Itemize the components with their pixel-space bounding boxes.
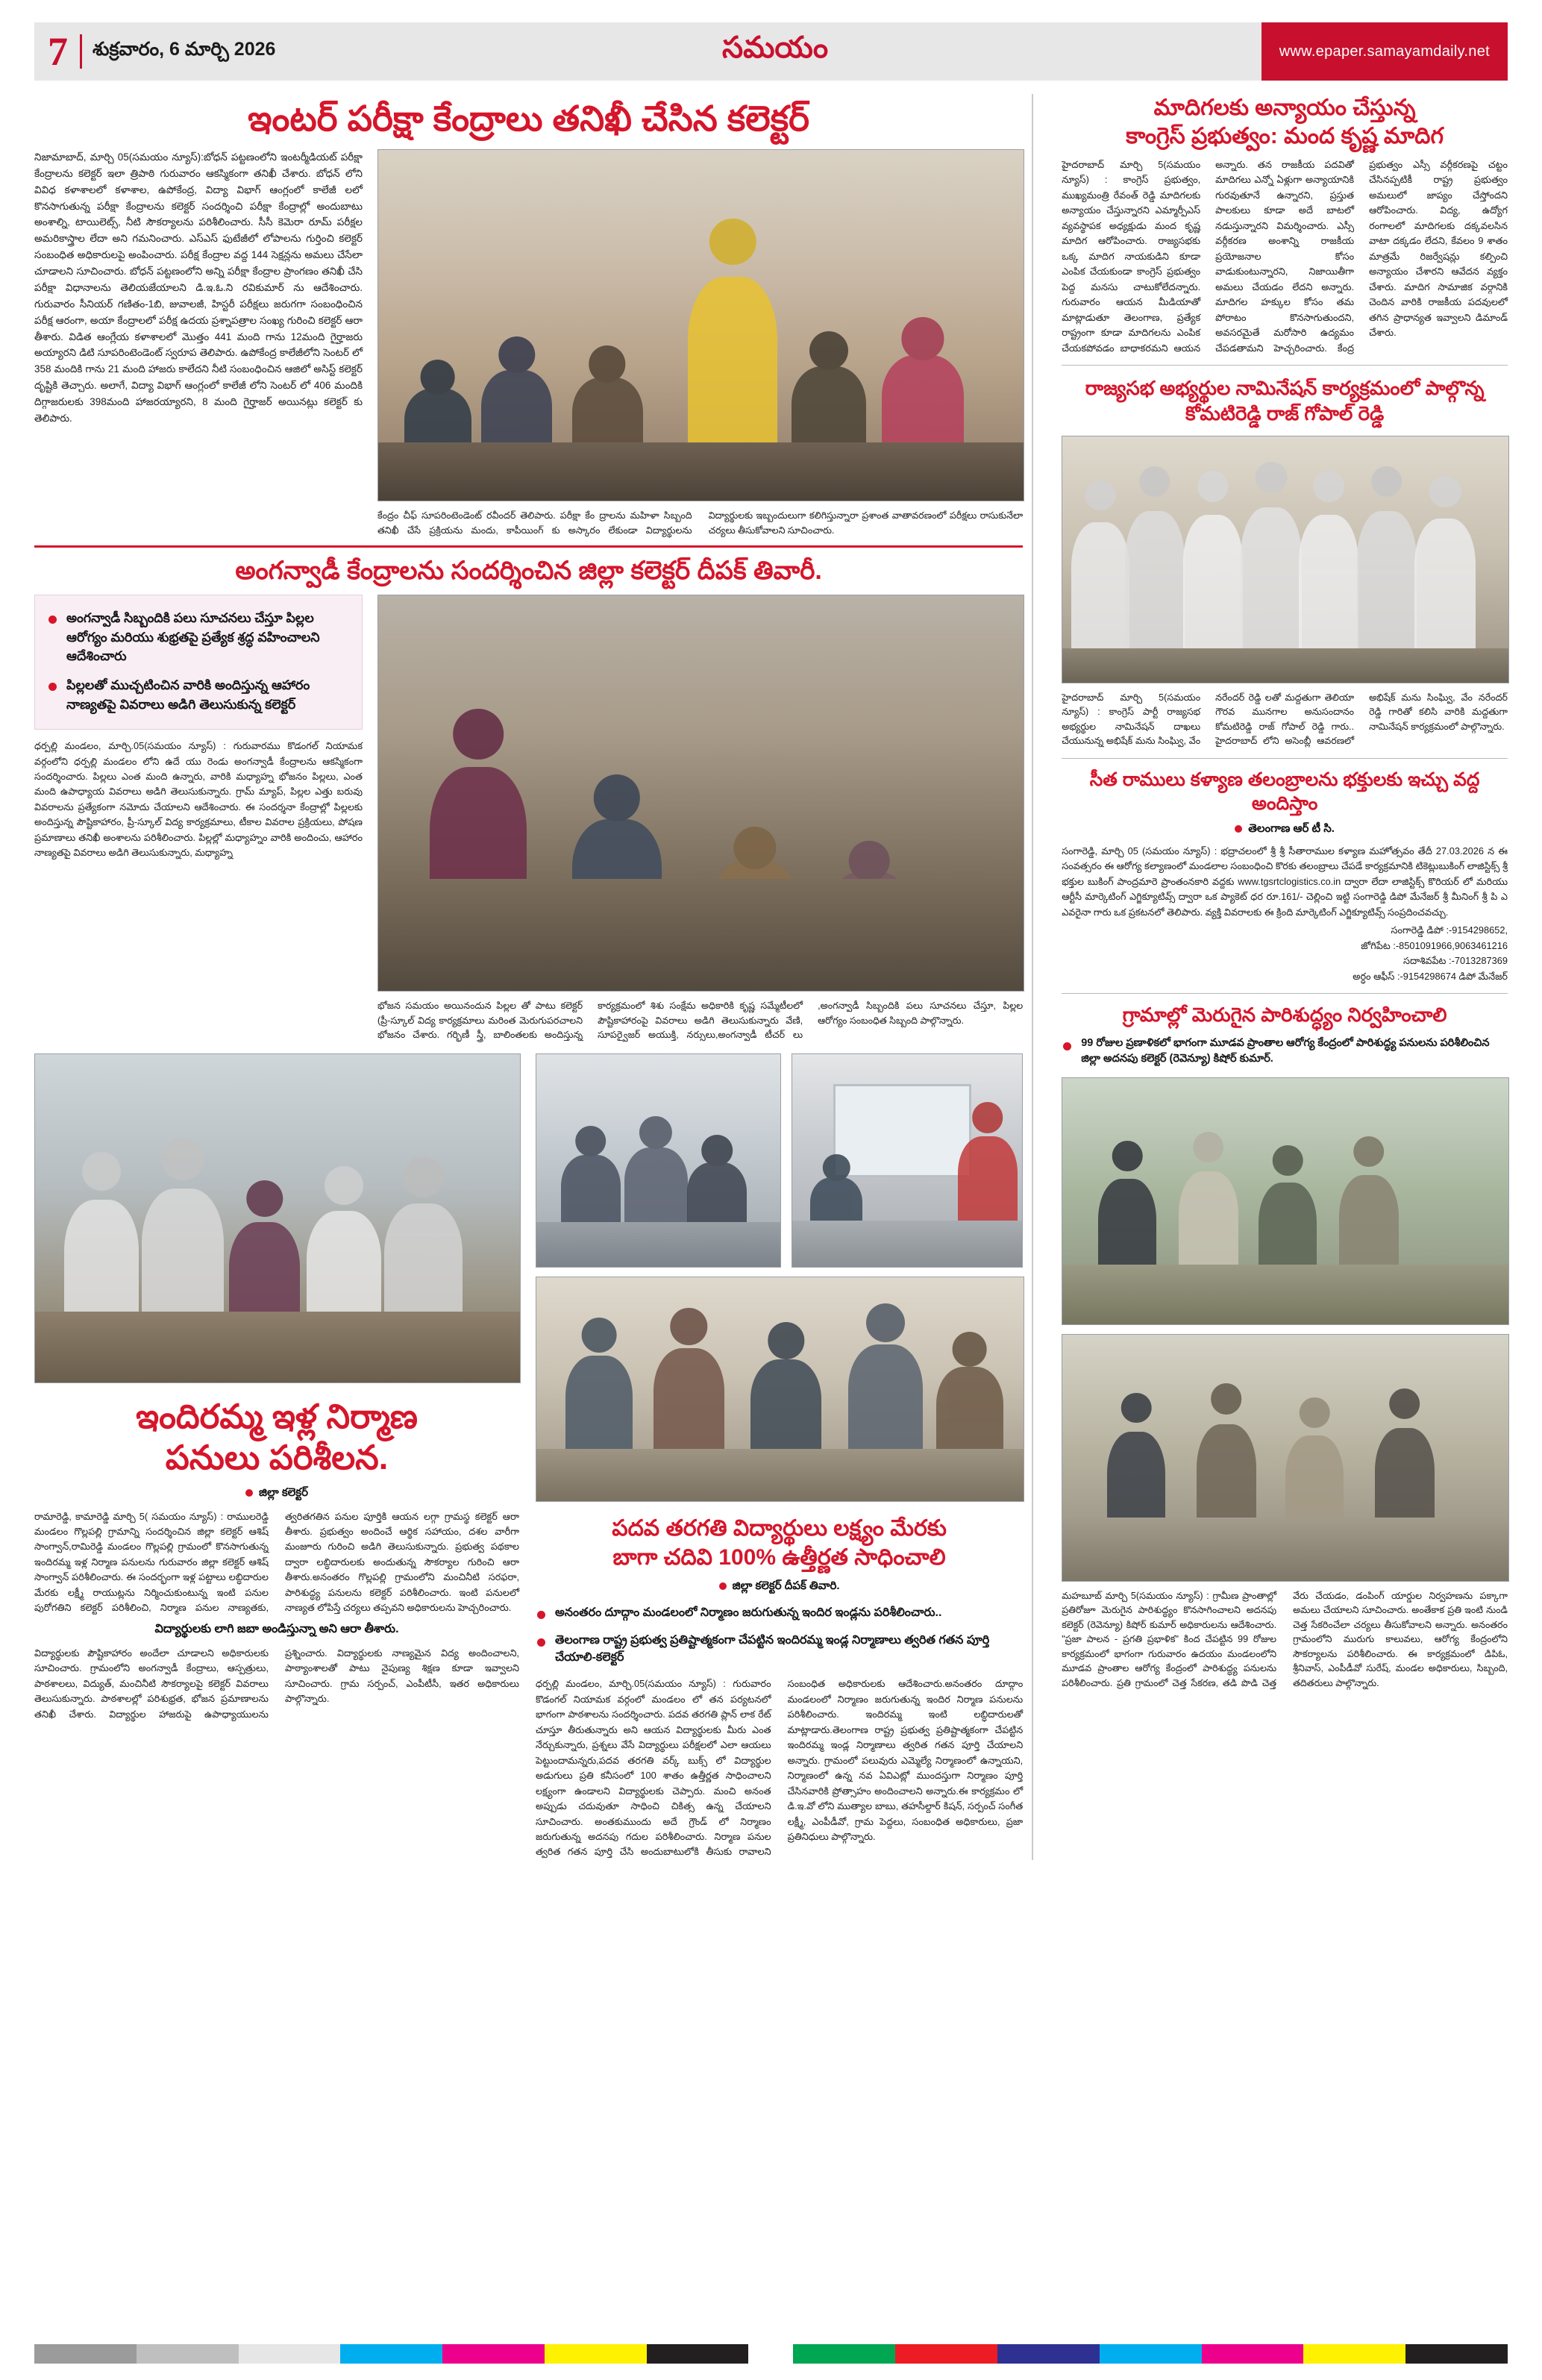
lead-photo-caption: కేంద్రం చీఫ్ సూపరింటెండెంట్ రవీందర్ తెలిపారు. పరీక్షా కేం ద్రాలను మహిళా సిబ్బంది తనిఖీ చేసే ప్రక్రియను మందు, కాపీయింగ్ కు అస్కారం లేకుండా విద్యార్థులను విద్యార్థులకు ఇబ్బందులుగా కలిగిస్తున్నారా ప్రశాంత వాతావరణంలో పరీక్షలు రాసుకునేలా చర్యలు తీసుకోవాలని సూచించారు. [377,510,1024,536]
anganwadi-body-text: ధర్పల్లి మండలం, మార్చి.05(సమయం న్యూస్) : గురువారము కొడంగల్ నియామక వర్గంలోని ధర్పల్లి మండలం లోని ఉదే యు రెండు అంగన్వాడీ కేంద్రాలను ఆకస్మికంగా సందర్శించారు. పిల్లలు ఎంత మంది ఉన్నారు, వారికి మధ్యాహ్న భోజనం పిల్లలు, ఎంత మంది ఉపాధ్యాయ వివరాలు అడిగి తెలుసుకున్నారు. గ్రామ్ మ్యాప్, పిల్లల ఎత్తు బరువు వివరాలను ప్రత్యేకంగా నమోదు చేయాలని ఆదేశించారు. ఈ సందర్శనా కేంద్రాల్లో పిల్లలకు అందిస్తున్న పౌష్టికాహారం, ప్రీ-స్కూల్ విద్య కార్యక్రమాలు, టీకాల వివరాల ప్రక్రియలు, పోషణ ప్రమాణాలు తనిఖీ అంశాలను పరిశీలించారు. పిల్లల్లో మధ్యాహ్నం వారికి అందించు, ఆహారం నాణ్యతపై వివరాలు అడిగి తెలుసుకున్నారు, మధ్యాహ్న [34,740,363,859]
color-swatch [137,2344,239,2364]
photo-sanitation-inspection [1062,1077,1509,1325]
tenth-bullets [536,1604,1023,1667]
color-bar-gap [748,2344,793,2364]
color-swatch [442,2344,545,2364]
contact-value-2: :-8501091966,9063461216 [1393,939,1508,951]
indiramma-story [34,1053,519,1860]
lead-headline: ఇంటర్ పరీక్షా కేంద్రాలు తనిఖీ చేసిన కలెక్టర్ [248,98,810,138]
photo-exam-hall [377,149,1024,501]
color-swatch [895,2344,997,2364]
anganwadi-photo-caption: భోజన సమయం అయినందున పిల్లల తో పాటు కలెక్టర్ (ప్రీ-స్కూల్ విద్య కార్యక్రమాలు మరింత మెరుగుపరచాలని భోజనం చేశారు. గర్భిణీ స్త్రీ, బాలింతలకు అందిస్తున్న కార్యక్రమంలో శిశు సంక్షేమ అధికారికి కృష్ణ సమ్మేటీలలో పౌష్టికాహారంపై వివరాలు అడిగి తెలుసుకున్నారు వేణి, సూపర్వైజర్ అయుక్తి, నర్సులు,అంగన్వాడీ టీచర్ లు ,అంగన్వాడీ సిబ్బందికి పలు సూచనలు చేస్తూ, పిల్లల ఆరోగ్యం సంబంధిత సిబ్బంది పాల్గొన్నారు. [377,1000,1024,1041]
contact-value-3: :-7013287369 [1449,955,1508,967]
photo-village-street [1062,1334,1509,1582]
masthead-left [34,22,289,81]
lead-body-text: నిజామాబాద్, మార్చి 05(సమయం న్యూస్):బోధన్ పట్టణంలోని ఇంటర్మీడియట్ పరీక్షా కేంద్రాలను కలెక్టర్ ఇలా త్రిపాఠి గురువారం ఆకస్మికంగా తనిఖీ చేశారు. బోధన్ లోని వివిధ కళాశాలలో కళాశాల, ఉపోకేంద్ర, విద్యా విభాగ్ ఆంగ్లంలో కాలేజీ లలో కొనసాగుతున్న పరీక్షా కేంద్రాలను కలెక్టర్ సందర్శించి పరీక్షా కేంద్రాల్లో అందుబాటు అంశాల్ని, టాయిలెట్స్, నీటి సౌకర్యాలను పరిశీలించారు. సీసీ కెమెరా రూమ్ పరీక్షల అమరికాస్త్రాల లేదా అని గమనించారు. ఎస్ఎస్ ఫుటేజీలో లోపాలను గుర్తించి కలెక్టర్ సంబంధిత అధికారులపై అంపించారు. పరీక్ష కేంద్రాల వద్ద 144 సెక్షన్లను అమలు చేసేలా చూడాలని సూచించారు. బోధన్ పట్టణంలోని అన్ని పరీక్షా కేంద్రాల ప్రాంగణం తనిఖీ చేసి పరీక్షా విధానాలను తెలియజేయాలని డి.ఇ.ఓ.ని రవికుమార్ ను ఆదేశించారు. గురువారం సీనియర్ గణితం-1బి, జువాలజీ, హిస్టరీ పరీక్షలు జరుగగా సంబంధించిన పరీక్ష ఆరంగా, అయా కేంద్రాలలో పరీక్ష ఉదయ ప్రశ్నాపత్రాల సంఖ్య గురించి కలెక్టర్ ఆరా తీశారు. విడిత ఆంగ్లేయ కళాశాలలో మొత్తం 441 మంది గాను 12మంది గైర్హాజరు అయ్యారని డిటి సూపరింటెండెంట్ స్వరూప తెలిపారు. ఉపోకేంద్ర కాలేజీలోని సెంటర్ లో 358 మందికి గాను 21 మంది హాజరు కాలేదని నీటి సంబంధించిన ఆజిలో అసిస్ట్ కలెక్టర్ దృష్టికి తెచ్చారు. అలాగే, విద్యా విభాగ్ ఆంగ్లంలో కాలేజీ లోని సెంటర్ లో 406 మందికి దిగ్గాజరులకు 398మంది హాజరయ్యారని, 8 మంది గైర్హాజర్ అయినట్లు కలెక్టర్ కు తెలిపారు. [34,151,363,424]
anganwadi-bullet-1: అంగన్వాడీ సిబ్బందికి పలు సూచనలు చేస్తూ పిల్లల ఆరోగ్యం మరియు శుభ్రతపై ప్రత్యేక శ్రద్ధ వహించాలని ఆదేశించారు [47,609,350,666]
tenth-headline [536,1514,1023,1572]
page-content [34,94,1508,1860]
indiramma-body-text-2: విద్యార్థులకు పౌష్టికాహారం అందేలా చూడాలని అధికారులకు సూచించారు. గ్రామంలోని అంగన్వాడీ కేంద్రాలు, ఆస్పత్రులు, పాఠశాలలు, విద్యుత్, మంచినీటి సౌకర్యాలపై కలెక్టర్ వివరాలు తెలుసుకున్నారు. పాఠశాలల్లో పరిశుభ్రత, భోజన ప్రమాణాలను తనిఖీ చేశారు. విద్యార్థుల హాజరుపై ఉపాధ్యాయులను ప్రశ్నించారు. విద్యార్థులకు నాణ్యమైన విద్య అందించాలని, పాఠ్యాంశాలతో పాటు నైపుణ్య శిక్షణ కూడా ఇవ్వాలని సూచించారు. గ్రామ సర్పంచ్, ఎంపీటీసీ, ఇతర అధికారులు పాల్గొన్నారు. [34,1647,519,1720]
contact-row-3 [1062,953,1508,968]
indiramma-body-text: రామారెడ్డి, కామారెడ్డి మార్చి 5( సమయం న్యూస్) : రాములరెడ్డి మండలం గొల్లపల్లి గ్రామాన్ని సందర్శించిన జిల్లా కలెక్టర్ ఆశిష్ సాంగ్వాన్,రామిరెడ్డి మండలం గొల్లపల్లి గ్రామంలో కొనసాగుతున్న ఇందిరమ్మ ఇళ్ల నిర్మాణ పనులను గురువారం జిల్లా కలెక్టర్ ఆశిష్ సాంగ్వాన్ పరిశీలించారు. ఈ సందర్భంగా ఇళ్ల పట్టాలు లబ్ధిదారుల మేరకు లక్ష్మీ రాయుట్లను నిర్మించుకుంటున్న ఇంటి పనుల పురోగతిని కలెక్టర్ పరిశీలించి, నిర్మాణ పనుల నాణ్యతకు, త్వరితగతిన పనుల పూర్తికి ఆయన లగ్గా గ్రామస్థ కలెక్టర్ ఆరా తీశారు. ప్రభుత్వం అందించే ఆర్థిక సహాయం, దశల వారీగా మంజూరు గురించి అడిగి తెలుసుకున్నారు. ప్రభుత్వ పథకాల ద్వారా లబ్ధిదారులకు అందుతున్న సౌకర్యాల గురించి ఆరా తీశారు.అనంతరం గొల్లపల్లి గ్రామంలోని మంచినీటి సరఫరా, పారిశుద్ధ్య పనులను కలెక్టర్ పరిశీలించారు. ఇంటి పనులలో నాణ్యత లోపిస్తే చర్యలు తప్పవని అధికారులను హెచ్చరించారు. [34,1510,519,1614]
color-swatch [793,2344,895,2364]
seetharama-story [1062,768,1508,984]
madiga-body-text: హైదరాబాద్ మార్చి 5(సమయం న్యూస్) : కాంగ్రెస్ ప్రభుత్వం, ముఖ్యమంత్రి రేవంత్ రెడ్డి మాదిగలకు అన్యాయం చేస్తున్నారని ఎమ్మార్పీఎస్ వ్యవస్థాపక అధ్యక్షుడు మంద కృష్ణ మాదిగ ఆరోపించారు. రాజ్యసభకు ఒక్క మాదిగ నాయకుడిని కూడా ఎంపిక చేయకుండా కాంగ్రెస్ ప్రభుత్వం పెద్ద మనసు చాటుకోలేదన్నారు. గురువారం ఆయన మీడియాతో మాట్లాడుతూ తెలంగాణ, ప్రత్యేక రాష్ట్రంగా కూడా మాదిగలను ఎంపిక చేయకపోవడం బాధాకరమని ఆయన అన్నారు. తన రాజకీయ పదవితో మాదిగలు ఎన్నో ఏళ్లుగా అన్యాయానికి గురవుతూనే ఉన్నారని, ప్రస్తుత పాలకులు కూడా అదే బాటలో నడుస్తున్నారని విమర్శించారు. ఎస్సీ వర్గీకరణ అంశాన్ని రాజకీయ ప్రయోజనాల కోసం వాడుకుంటున్నారని, నిజాయితీగా అమలు చేయడం లేదని అన్నారు. మాదిగల హక్కుల కోసం తమ పోరాటం కొనసాగుతుందని, అవసరమైతే మరోసారి ఉద్యమం చేపడతామని హెచ్చరించారు. కేంద్ర ప్రభుత్వం ఎస్సీ వర్గీకరణపై చట్టం చేసినప్పటికీ రాష్ట్ర ప్రభుత్వం అమలులో జాప్యం చేస్తోందని ఆరోపించారు. విద్య, ఉద్యోగ రంగాలలో మాదిగలకు దక్కవలసిన వాటా దక్కడం లేదని, కేవలం 9 శాతం మాత్రమే రిజర్వేషన్లు కల్పించి అన్యాయం చేశారని ఆవేదన వ్యక్తం చేశారు. మాదిగ సామాజిక వర్గానికి చెందిన వారికి రాజకీయ పదవులలో తగిన ప్రాధాన్యత ఇవ్వాలని డిమాండ్ చేశారు. [1062,159,1508,354]
newspaper-page [0,22,1542,2380]
madiga-story [1062,94,1508,356]
sanitation-bullets [1062,1036,1508,1067]
madiga-headline [1062,94,1508,150]
tenth-headline-line1: పదవ తరగతి విద్యార్థులు లక్ష్యం మేరకు [612,1515,947,1541]
color-swatch [1303,2344,1405,2364]
photo-anganwadi-visit [377,595,1024,992]
contact-row-1 [1062,923,1508,938]
anganwadi-story [34,557,1023,1043]
contact-value-1: :-9154298652, [1446,924,1508,936]
sanitation-headline: గ్రామాల్లో మెరుగైన పారిశుద్ధ్యం నిర్వహించాలి [1122,1003,1447,1026]
section-divider-2 [1062,365,1508,366]
rajyasabha-headline: రాజ్యసభ అభ్యర్థుల నామినేషన్ కార్యక్రమంలో పాల్గొన్న కోమటిరెడ్డి రాజ్ గోపాల్ రెడ్డి [1085,377,1485,425]
masthead-divider [80,34,82,69]
indiramma-headline-line2: పనులు పరిశీలన. [165,1438,389,1476]
publication-title: సమయం [721,31,829,64]
color-swatch [997,2344,1100,2364]
photo-nomination-event [1062,436,1509,683]
color-swatch [239,2344,341,2364]
sanitation-caption: మహబూబ్ మార్చి 5(సమయం న్యూస్) : గ్రామీణ ప్రాంతాల్లో ప్రతిరోజూ మెరుగైన పారిశుద్ధ్యం కొనసాగించాలని అదనపు కలెక్టర్ (రెవెన్యూ) కిషోర్ కుమార్ అధికారులను ఆదేశించారు. "ప్రజా పాలన - ప్రగతి ప్రభాళిక" కింద చేపట్టిన 99 రోజుల కార్యక్రమంలో భాగంగా గురువారం ఉదయం మండలంలోని మూడవ ప్రాంతాల ఆరోగ్య కేంద్రంలో పారిశుద్ధ్య పనులను పరిశీలించారు. ప్రతి గ్రామంలో చెత్త సేకరణ, తడి పొడి చెత్త వేరు చేయడం, డంపింగ్ యార్డుల నిర్వహణను పక్కాగా అమలు చేయాలని సూచించారు. అంతేకాక ప్రతి ఇంటి నుండి చెత్త సేకరించేలా చర్యలు తీసుకోవాలని అన్నారు. అనంతరం గ్రామంలోని మురుగు కాలువలు, ఆరోగ్య కేంద్రంలోని సౌకర్యాలను పరిశీలించారు. ఈ కార్యక్రమంలో డిపిఓ, శ్రీనివాస్, ఎంపీడీవో సురేష్, మండల అధికారులు, సిబ్బంది, తదితరులు పాల్గొన్నారు. [1062,1590,1508,1688]
color-swatch [1405,2344,1508,2364]
contact-value-4: :-9154298674 డిపో మేనేజర్ [1397,970,1508,982]
tenth-class-story [536,1053,1023,1860]
tenth-bullet-1: అనంతరం దూద్గాం మండలంలో నిర్మాణం జరుగుతున్న ఇందిర ఇండ్లను పరిశీలించారు.. [536,1604,1023,1621]
masthead-center [289,22,1261,81]
lead-story [34,98,1023,538]
page-number: 7 [48,29,68,74]
indiramma-dot-label: జిల్లా కలెక్టర్ [34,1486,519,1502]
photo-students-group [536,1277,1024,1502]
anganwadi-bullet-2: పిల్లలతో ముచ్చటించిన వారికి అందిస్తున్న ఆహారం నాణ్యతపై వివరాలు అడిగి తెలుసుకున్న కలెక్టర్ [47,676,350,714]
contact-label-3: సదాశివపేట [1403,955,1447,967]
tenth-body-text: ధర్పల్లి మండలం, మార్చి.05(సమయం న్యూస్) : గురువారం కొడంగల్ నియామక వర్గంలో మండలం లో తన పర్యటనలో భాగంగా పాఠశాలను సందర్శించారు. పదవ తరగతి ప్లాన్ లాక రేట్ చూస్తూ తీరుతున్నారు అని ఆయన విద్యార్థులకు మీరు ఎంత నేర్చుకున్నారు, ప్రశ్నలు వేసే విద్యార్థులు పరీక్షలలో ఎలా ఆయలు పెట్టుందామన్నరు,పదవ తరగతి వర్క్ బుక్స్ లో విద్యార్థుల అడుగులు ప్రతి కనీసంలో 100 శాతం ఉత్తీర్ణత సాధించాలని లక్ష్యంగా ఉండాలని విద్యార్థులకు చెప్పారు. మంచి అనంత అప్పుడు చదువుతూ సాధించి చికిత్స ఉన్న చేయాలని సూచించారు. అంతకుముందు అదే గ్రౌండ్ లో నిర్మాణం జరుగుతున్న అదనపు గదుల పరిశీలించారు. నిర్మాణ పనుల త్వరిత గతన పూర్తి చేసి అందుబాటులోకి తీసుకు రావాలని సంబంధిత అధికారులకు ఆదేశించారు.అనంతరం దూద్గాం మండలంలో నిర్మాణం జరుగుతున్న ఇందిర నిర్మాణ పనులను పరిశీలించారు. ఇందిరమ్మ ఇంటి లబ్ధిదారులతో మాట్లాడారు.తెలంగాణ రాష్ట్ర ప్రభుత్వ ప్రతిష్టాత్మకంగా చేపట్టిన ఇందిరమ్మ ఇండ్ల నిర్మాణాలు త్వరిత గతన పూర్తి చేయాలని అన్నారు. గ్రామంలో పలువురు ఎమ్మెల్యే నిర్మాణంలో ఉన్నాయని, నిర్మాణంలో ఉన్న నవ ఏవిఎట్లో ముందస్తుగా నిర్మాణం పూర్తి చేసినవారికి ప్రోత్సాహం అందించాలని అన్నారు.ఈ కార్యక్రమం లో డి.ఇ.వో లోని ముత్యాల బాబు, తహసీల్దార్ కిషన్, సర్పంచ్ సంగీత లక్ష్మీ, ఎంపీడీవో, గ్రామ పెద్దలు, సంబంధిత అధికారులు, ప్రజా ప్రతినిధులు పాల్గొన్నారు. [536,1678,1024,1858]
photo-indiramma-site [34,1053,521,1383]
sanitation-bullet-1: 99 రోజుల ప్రణాళికలో భాగంగా మూడవ ప్రాంతాల ఆరోగ్య కేంద్రంలో పారిశుద్ధ్య పనులను పరిశీలించిన జిల్లా అదనపు కలెక్టర్ (రెవెన్యూ) కిషోర్ కుమార్. [1062,1036,1508,1067]
photo-classroom-lab [536,1053,781,1268]
color-swatch [647,2344,749,2364]
tenth-dot-label: జిల్లా కలెక్టర్ దీపక్ తివారి. [536,1579,1023,1595]
contact-label-2: జోగిపేట [1361,939,1391,951]
color-swatch [1202,2344,1304,2364]
print-color-bar [34,2344,1508,2364]
seetharama-body-text: సంగారెడ్డి, మార్చి 05 (సమయం న్యూస్) : భద్రాచలంలో శ్రీ శ్రీ సీతారాముల కళ్యాణ మహోత్సవం తేదీ 27.03.2026 న ఈ సంవత్సరం ఈ ఆరోగ్య కల్యాణంలో మండలాల సంబంధించి కొరకు తలంబ్రాలు చేపడే కార్యక్రమానికి టికెట్లుబుకింగ్ లాజిస్టిక్స్ శ్రీ భక్తుల బుకింగ్ పాంద్రమారె ప్రాంతంనకారి వద్దకు www.tgsrtclogistics.co.in ద్వారా లేదా లాజిస్టిక్స్ కొరియర్ లో మరియు ఆర్టీసీ మార్కెటింగ్ ఎగ్జిక్యూటివ్స్ ద్వారా ఒక ప్యాకెట్ ధర రూ.161/- చెల్లించి ఇట్టి సంగారెడ్డి డిపో మేనేజర్ శ్రీ మీనింగ్ శ్రీ పి ఎ ఎవరైనా గారు ఒక ప్రకటనలో తెలిపారు. వ్యక్తి వివరాలకు ఈ క్రింది మార్కెటింగ్ ఎగ్జిక్యూటివ్స్ సంప్రదించవచ్చు. [1062,845,1508,918]
column-divider [1032,94,1033,1860]
rajyasabha-caption: హైదరాబాద్ మార్చి 5(సమయం న్యూస్) : కాంగ్రెస్ పార్టీ రాజ్యసభ అభ్యర్థుల నామినేషన్ దాఖలు చేయునున్న అభిషేక్ మను సింఘ్వి, వేం నరేందర్ రెడ్డి లతో మద్దతుగా తెలియా గౌరవ మునగాల అనుసందానం కోమటిరెడ్డి రాజ్ గోపాల్ రెడ్డి గారు.. హైదరాబాద్ లోని అసెంబ్లీ ఆవరణలో అభిషేక్ మను సింఘ్వి, వేం నరేందర్ రెడ్డి గారితో కలిసి వారికి మద్దతుగా నామినేషన్ కార్యక్రమంలో పాల్గొన్నారు. [1062,692,1508,747]
contact-label-4: అర్ధం ఆఫీస్ [1353,970,1395,982]
madiga-headline-line2: కాంగ్రెస్ ప్రభుత్వం: మంద కృష్ణ మాదిగ [1126,123,1444,148]
tenth-headline-line2: బాగా చదివి 100% ఉత్తీర్ణత సాధించాలి [612,1544,946,1570]
color-swatch [34,2344,137,2364]
contact-row-2 [1062,939,1508,953]
seetharama-headline: సీత రాములు కళ్యాణ తలంబ్రాలను భక్తులకు ఇచ్చు వద్ద అందిస్తాం [1089,768,1480,815]
indiramma-subhead: విద్యార్థులకు లాగి జబా అండిస్తున్నా అని ఆరా తీశారు. [154,1622,399,1635]
masthead [34,22,1508,81]
anganwadi-bullets [34,595,363,730]
contact-label-1: సంగారెడ్డి డిపో [1391,924,1444,936]
section-divider-3 [1062,758,1508,759]
anganwadi-headline: అంగన్వాడీ కేంద్రాలను సందర్శించిన జిల్లా కలెక్టర్ దీపక్ తివారీ. [235,557,822,586]
sanitation-story [1062,1003,1508,1691]
color-swatch [1100,2344,1202,2364]
color-swatch [545,2344,647,2364]
contact-row-4 [1062,969,1508,984]
publication-date: శుక్రవారం, 6 మార్చి 2026 [93,38,276,60]
madiga-headline-line1: మాదిగలకు అన్యాయం చేస్తున్న [1153,95,1416,120]
tenth-bullet-2: తెలంగాణ రాష్ట్ర ప్రభుత్వ ప్రతిష్టాత్మకంగా చేపట్టిన ఇందిరమ్మ ఇండ్ల నిర్మాణాలు త్వరిత గతన పూర్తి చేయాలి-కలెక్టర్ [536,1632,1023,1666]
seetharama-contacts [1062,923,1508,984]
indiramma-headline [34,1397,519,1479]
indiramma-headline-line1: ఇందిరమ్మ ఇళ్ల నిర్మాణ [136,1397,418,1435]
color-swatch [340,2344,442,2364]
section-divider-4 [1062,993,1508,994]
section-divider-1 [34,545,1023,548]
right-column [1062,94,1508,1860]
website-url[interactable]: www.epaper.samayamdaily.net [1262,22,1508,81]
rajyasabha-story [1062,376,1508,749]
main-column [34,94,1023,1860]
photo-smartboard-class [792,1053,1024,1268]
seetharama-subhead: తెలంగాణ ఆర్ టీ సి. [1062,822,1508,838]
